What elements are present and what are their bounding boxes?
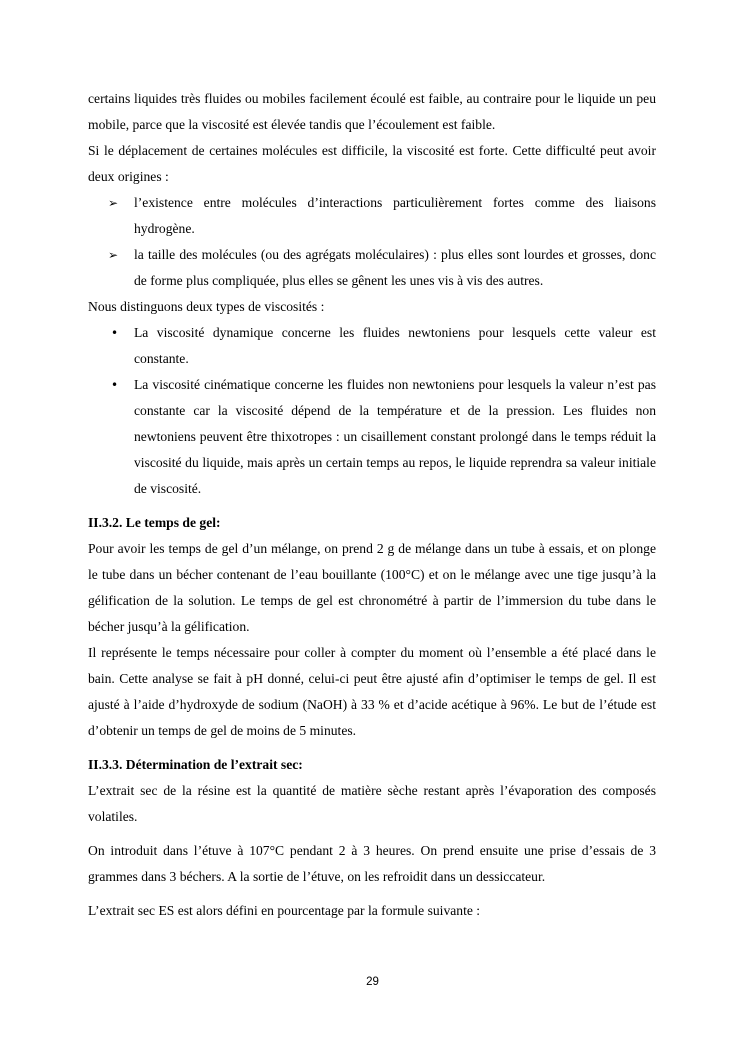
list-item-text: La viscosité cinématique concerne les fluides non newtoniens pour lesquels la valeur n’est pas constante car la viscosité dépend de la température et de la pression. Les fluides non newtoniens peuvent être thixotropes : un cisaillement constant prolongé dans le temps réduit la viscosité du liquide, mais après un certain temps au repos, le liquide reprendra sa valeur initiale de viscosité. [134, 377, 656, 496]
paragraph-dry-extract-formula-intro: L’extrait sec ES est alors défini en pourcentage par la formule suivante : [88, 903, 481, 918]
bullet-icon: • [111, 378, 119, 392]
paragraph-fluid-flow: certains liquides très fluides ou mobiles facilement écoulé est faible, au contraire pour le liquide un peu mobile, parce que la viscosité est élevée tandis que l’écoulement est faible. [88, 91, 656, 132]
list-item [88, 372, 656, 502]
list-item [88, 242, 656, 294]
section-heading-gel-time: II.3.2. Le temps de gel: [88, 515, 221, 530]
viscosity-types-list [88, 320, 656, 502]
origins-list [88, 190, 656, 294]
bullet-icon: • [111, 326, 119, 340]
paragraph-gel-method: Pour avoir les temps de gel d’un mélange, on prend 2 g de mélange dans un tube à essais, et on plonge le tube dans un bécher contenant de l’eau bouillante (100°C) et on le mélange avec une tige jusqu’à la gélification de la solution. Le temps de gel est chronométré à partir de l’immersion du tube dans le bécher jusqu’à la gélification. [88, 541, 656, 634]
arrow-bullet-icon: ➢ [108, 248, 119, 262]
section-heading-dry-extract: II.3.3. Détermination de l’extrait sec: [88, 757, 303, 772]
list-item [88, 190, 656, 242]
list-item-text: la taille des molécules (ou des agrégats moléculaires) : plus elles sont lourdes et grosses, donc de forme plus compliquée, plus elles se gênent les unes vis à vis des autres. [134, 247, 656, 288]
paragraph-dry-extract-definition: L’extrait sec de la résine est la quantité de matière sèche restant après l’évaporation des composés volatiles. [88, 783, 656, 824]
paragraph-viscosity-types-intro: Nous distinguons deux types de viscosités : [88, 299, 325, 314]
page-number: 29 [366, 976, 379, 988]
document-body [88, 86, 656, 924]
paragraph-gel-description: Il représente le temps nécessaire pour coller à compter du moment où l’ensemble a été placé dans le bain. Cette analyse se fait à pH donné, celui-ci peut être ajusté afin d’optimiser le temps de gel. Il est ajusté à l’aide d’hydroxyde de sodium (NaOH) à 33 % et d’acide acétique à 96%. Le but de l’étude est d’obtenir un temps de gel de moins de 5 minutes. [88, 645, 656, 738]
list-item-text: l’existence entre molécules d’interactions particulièrement fortes comme des liaisons hydrogène. [134, 195, 656, 236]
arrow-bullet-icon: ➢ [108, 196, 119, 210]
list-item [88, 320, 656, 372]
list-item-text: La viscosité dynamique concerne les fluides newtoniens pour lesquels cette valeur est constante. [134, 325, 656, 366]
paragraph-viscosity-origins-intro: Si le déplacement de certaines molécules est difficile, la viscosité est forte. Cette difficulté peut avoir deux origines : [88, 143, 656, 184]
paragraph-dry-extract-method: On introduit dans l’étuve à 107°C pendant 2 à 3 heures. On prend ensuite une prise d’essais de 3 grammes dans 3 béchers. A la sortie de l’étuve, on les refroidit dans un dessiccateur. [88, 843, 656, 884]
